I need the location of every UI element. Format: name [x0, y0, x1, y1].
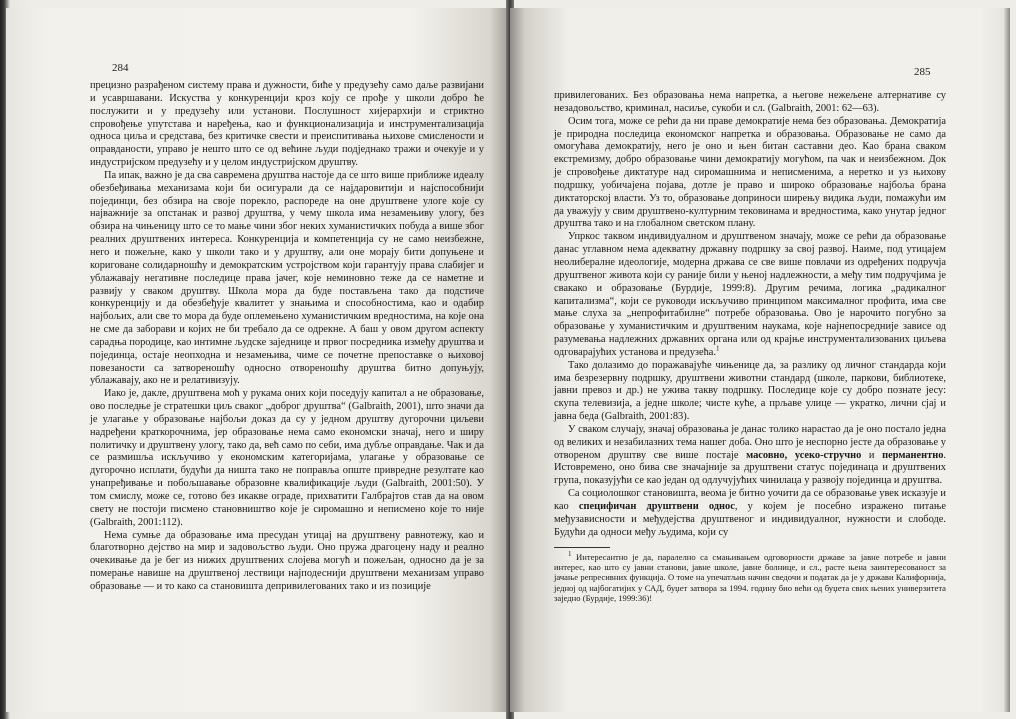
right-page [510, 8, 1010, 712]
footnote [554, 549, 946, 604]
footnote-text: Интересантно је да, паралелно са смањивањем одговорности државе за јавне потребе и јавни интерес, као што су јавни станови, јавне школе, јавне болнице, и сл., расте њена заинтересованост за јачање репресивних функција. О томе на упечатљив начин сведочи и податак да је у држави Калифорнија, једној од најбогатијих у САД, буџет затвора за 1994. годину био већи од буџета свих њених универзитета заједно (Бурдије, 1999:36)! [554, 551, 946, 604]
paragraph-text: . Истовремено, оно бива све значајније за друштвени статус појединаца и друштвених група, показујући се као један од одлучујућих чинилаца у развоју појединца и друштва. [554, 449, 946, 487]
paragraph-text: У сваком случају, значај образовања је данас толико нарастао да је оно постало једна од великих и незабилазних тема нашег доба. Оно што је неспорно јесте да образовање у отвореном друштву све више постаје [554, 423, 946, 461]
emphasis-text: перманентно [882, 449, 944, 461]
footnote-reference: 1 [716, 344, 720, 353]
emphasis-text: масовно, усеко-стручно [746, 449, 862, 461]
paragraph: Тако долазимо до поражавајуће чињенице да, за разлику од личног стандарда који има безрезервну подршку, друштвени животни стандард (школе, паркови, библиотеке, јавни превоз и др.) не ужива такву подршку. Последице које су добро познате јесу: скупа телевизија, а једне школе; чисте куће, а прљаве улице — укратко, лични сјај и јавна беда (Galbraith, 2001:83). [554, 359, 946, 423]
paragraph: Па ипак, важно је да сва савремена друштва настоје да се што више приближе идеалу обезбеђивања механизама који би осигурали да се најдаровитији и најспособнији појединци, без обзира на своје порекло, распореде на оне друштвене улоге које су најважније за опстанак и развој друштва, у чему школа има незамењиву улогу, без обзира на чињеницу што се то мање чини због неких хуманистичких побуда а више због реалних друштвених интереса. Конкуренција и компетенција су не само неизбежне, него и пожељне, како у школи тако и у друштву, али оне морају бити допуњене и кориговане солидарношћу и демократским устројством који гарантују права слабијег и ублажавају негативне последице права јачег, које неминовно теже да се наметне и развију у сваком друштву. Школа мора да буде постављена тако да подстиче конкуренцију и да обезбеђује квалитет у знањима и способностима, као и одабир најбољих, али све то мора да буде оплемењено хуманистичким вредностима, на које она не сме да заборави и којих не би требало да се одрекне. А баш у овом другом аспекту сарадња породице, као интимне људске заједнице и првог посредника између друштва и појединца, остаје неопходна и незамењива, чиме се почетне препоставке о њиховој повезаности са затвореношћу односно отвореношћу друштва битно допуњују, ублажавају, ако не и релативизују. [90, 169, 484, 387]
paragraph: прецизно разрађеном систему права и дужности, биће у предузећу само даље развијани и усавршавани. Искуства у конкуренцији кроз коју се прође у школи добро ће послужити и у предузећу или установи. Послушност хијерархији и стриктно спровођење упутстава и наређења, као и функционализација и инструментализација односа циља и средстава, без критичке свести и преиспитивања њихове смислености и оправданости, управо је нешто што се од већине људи подједнако тражи и очекује и у индустријском предузећу и у целом индустријском друштву. [90, 80, 484, 169]
paragraph [554, 424, 946, 488]
paragraph [554, 488, 946, 539]
page-number: 284 [112, 62, 129, 74]
page-edge [1004, 8, 1010, 712]
emphasis-text: специфичан друштвени однос [578, 501, 735, 512]
footnote-divider [554, 547, 610, 548]
right-text-column [554, 90, 946, 604]
paragraph-text: и [861, 449, 883, 461]
paragraph [554, 231, 946, 359]
footnote-marker: 1 [568, 549, 572, 558]
paragraph: Осим тога, може се рећи да ни праве демократије нема без образовања. Демократија је природна последица економског напретка и образовања. Образовање не само да омогућава демократију, него је оно и њен битан саставни део. Као брана сваком екстремизму, добро образовање чини демократију могућом, па чак и неизбежном. Док је спровођење диктатуре над сиромашнима и неписменима, а неретко и уз њихову подршку, уобичајена појава, дотле је право и широко образовање најбоља брана диктаторској власти. Уз то, образовање доприноси ширењу видика људи, помажући им да уважују у свим друштвено-културним тековинама и вредностима, како унутар једног друштва тако и на глобалном светском плану. [554, 115, 946, 230]
left-page [6, 8, 510, 712]
paragraph: Иако је, дакле, друштвена моћ у рукама оних који поседују капитал а не образовање, ово последње је стратешки циљ сваког „доброг друштва“ (Galbraith, 2001), што значи да је улагање у образовање најбољи доказ да су у једном друштву дугорочни циљеви надређени краткорочнима, јер образовање нема само економски значај, него и ширу политичку и друштвену улогу, тако да, већ само по себи, има дубље оправдање. Чак и да се размишља искључиво у економским категоријама, улагање у образовање се дугорочно исплати, будући да ништа тако не поправља опште привредне резултате као унапређивање и побољшавање образовне квалификације људи (Galbraith, 2001:50). У том смислу, може се, готово без икакве ограде, прихватити Галбрајтов став да на овом свету не постоји писмено становништво које је сиромашно и неписмено које то није (Galbraith, 2001:112). [90, 388, 484, 528]
page-number: 285 [914, 66, 931, 78]
paragraph-text: Са социолошког становишта, веома је битно уочити да се образовање увек исказује и као [554, 488, 946, 512]
paragraph: Нема сумње да образовање има пресудан утицај на друштвену равнотежу, као и благотворно дејство на мир и задовољство људи. Оно пружа драгоцену наду и реално очекивање да је бег из нижих друштвених слојева могућ и пожељан, односно да је за померање навише на друштвеној лествици најподеснији друштвени механизам управо образовање — и то како са становишта депривилегованих тако и из позиције [90, 529, 484, 592]
paragraph: привилегованих. Без образовања нема напретка, а његове нежељене алтернативе су незадовољство, криминал, насиље, сукоби и сл. (Galbraith, 2001: 62—63). [554, 90, 946, 114]
paragraph-text: Упркос таквом индивидуалном и друштвеном значају, може се рећи да образовање данас углавном нема адекватну државну подршку за свој развој. Наиме, под утицајем неолибералне идеологије, модерна држава се све више повлачи из одређених подручја друштвеног живота који су раније били у њеној надлежности, а међу тим подручјима је свакако и образовање (Бурдије, 1999:8). Другим речима, логика „радикалног капитализма“, који се руководи искључиво принципом максималног профита, има све мање слуха за „непрофитабилне“ потребе образовања. Ово је нарочито погубно за образовање у хуманистичким и друштвеним наукама, које најнепосредније зависе од разумевања надлежних државних органа или од крајње инструментализованих циљева одговарајућих установа и предузећа. [554, 231, 946, 358]
left-text-column [90, 80, 484, 594]
paragraph-text: , у којем је посебно изражено питање међузависности и међудејства друштвеног и индивидуалног, нужности и слободе. Будући да односи међу људима, који су [554, 501, 947, 538]
